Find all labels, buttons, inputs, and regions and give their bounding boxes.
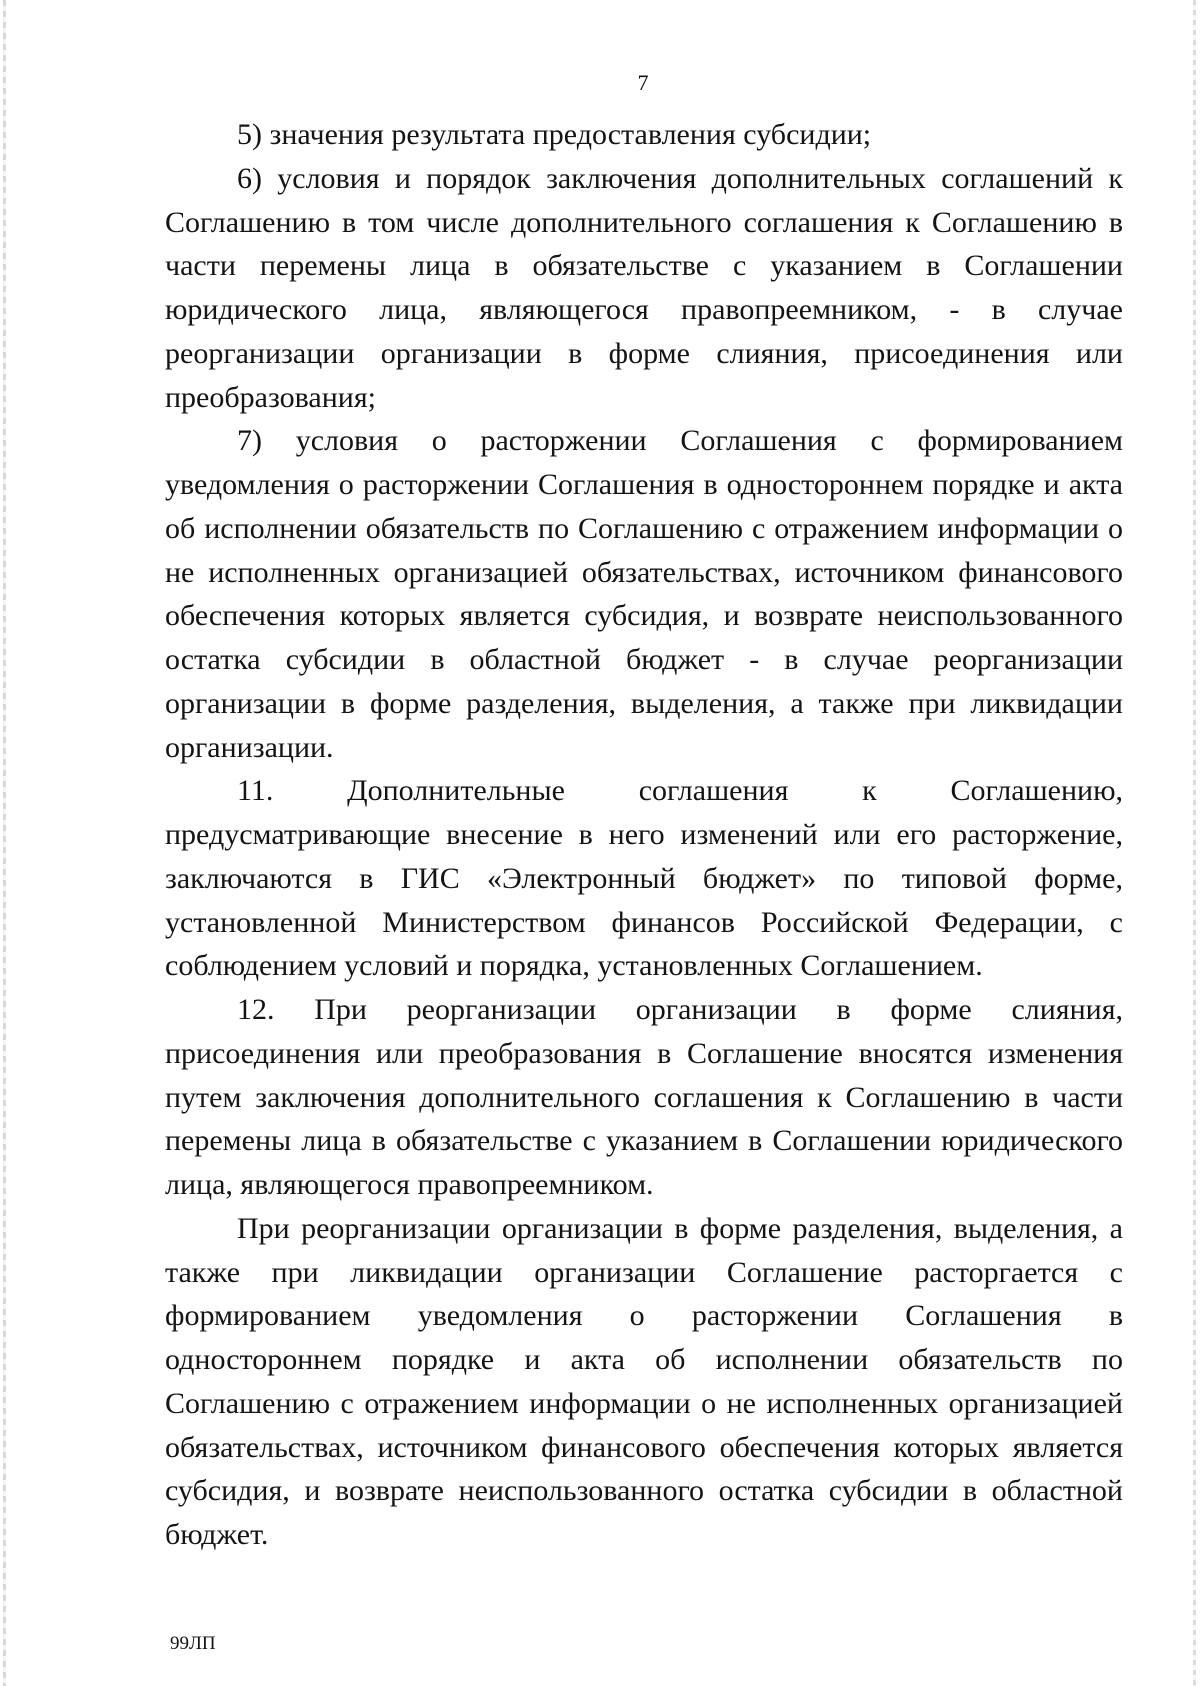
page-number: 7 — [637, 70, 649, 95]
paragraph-termination: При реорганизации организации в форме разделения, выделения, а также при ликвидации организации Соглашение расторгается с формированием уведомления о расторжении Соглашения в одностороннем порядке и акта об исполнении обязательств по Соглашению с отражением информации о не исполненных организацией обязательствах, источником финансового обеспечения которых является субсидия, и возврате неиспользованного остатка субсидии в областной бюджет. — [165, 1211, 1123, 1551]
paragraph-clause-12: 12. При реорганизации организации в форме слияния, присоединения или преобразования в Соглашение вносятся изменения путем заключения дополнительного соглашения к Соглашению в части перемены лица в обязательстве с указанием в Соглашении юридического лица, являющегося правопреемником. — [165, 993, 1123, 1201]
scan-edge-right — [1193, 0, 1196, 1686]
scan-edge-left — [3, 0, 6, 1686]
paragraph-item-7: 7) условия о расторжении Соглашения с формированием уведомления о расторжении Соглашения в одностороннем порядке и акта об исполнении обязательств по Соглашению с отражением информации о не исполненных организацией обязательствах, источником финансового обеспечения которых является субсидия, и возврате неиспользованного остатка субсидии в областной бюджет - в случае реорганизации организации в форме разделения, выделения, а также при ликвидации организации. — [165, 424, 1123, 764]
paragraph-item-5: 5) значения результата предоставления субсидии; — [237, 118, 872, 151]
paragraph-item-6: 6) условия и порядок заключения дополнительных соглашений к Соглашению в том числе дополнительного соглашения к Соглашению в части перемены лица в обязательстве с указанием в Соглашении юридического лица, являющегося правопреемником, - в случае реорганизации организации в форме слияния, присоединения или преобразования; — [165, 161, 1123, 414]
paragraph-clause-11: 11. Дополнительные соглашения к Соглашению, предусматривающие внесение в него изменений или его расторжение, заключаются в ГИС «Электронный бюджет» по типовой форме, установленной Министерством финансов Российской Федерации, с соблюдением условий и порядка, установленных Соглашением. — [165, 774, 1123, 983]
document-code: 99ЛП — [170, 1633, 216, 1654]
document-body — [165, 113, 1123, 1557]
